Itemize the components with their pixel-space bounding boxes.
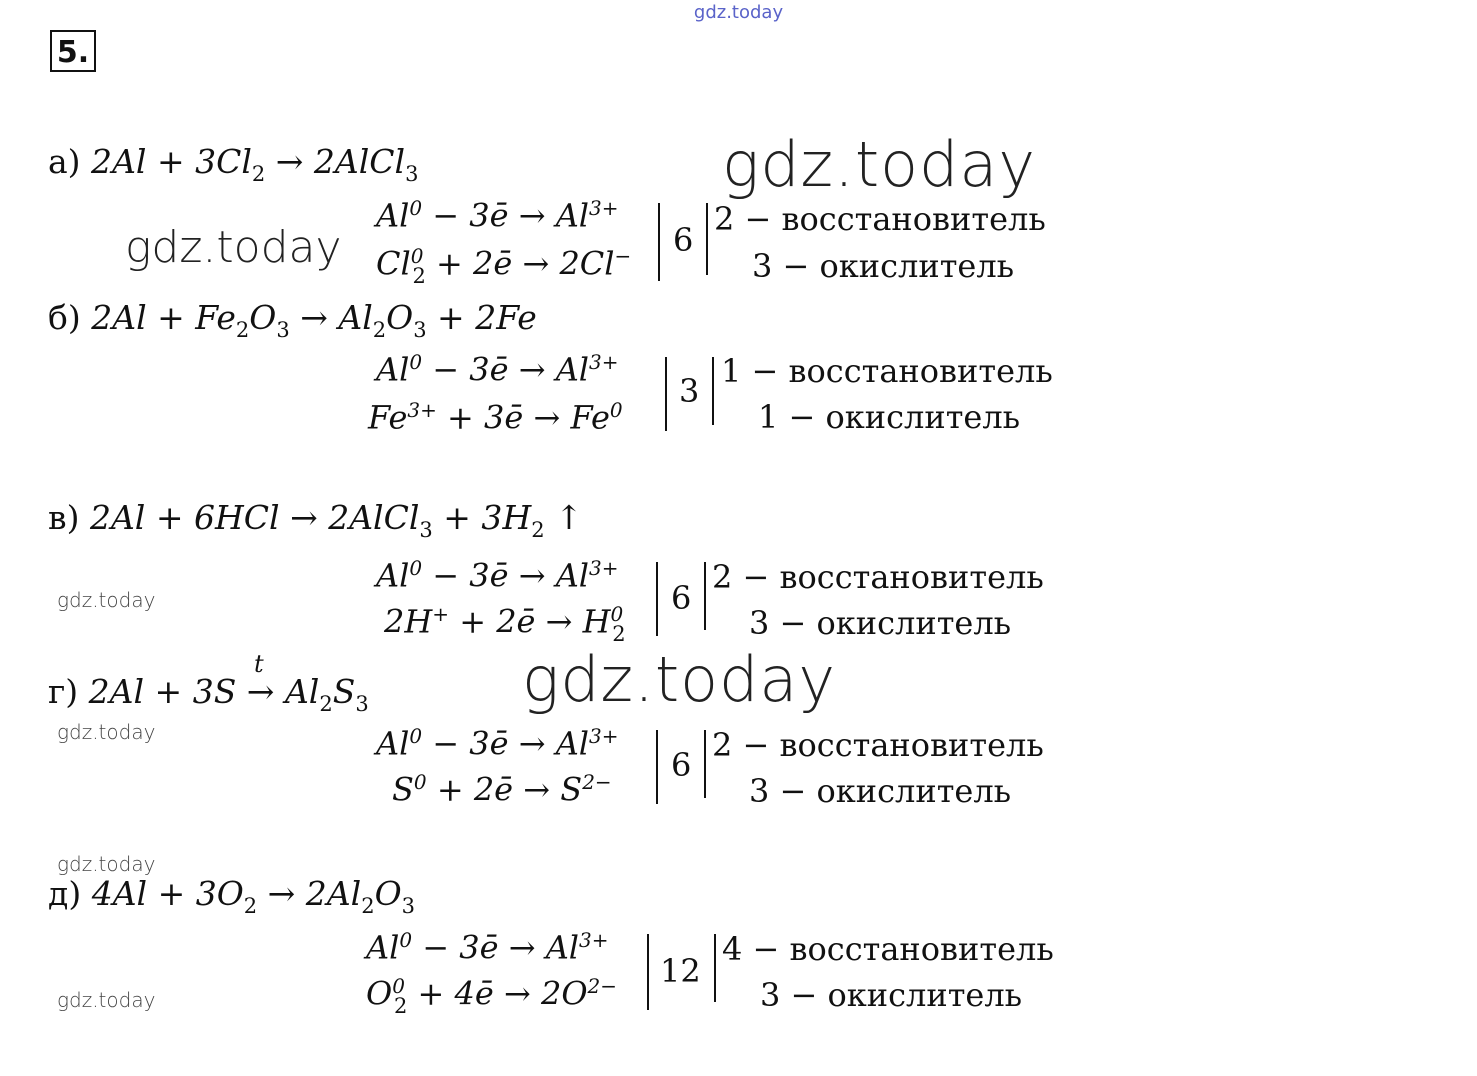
- reaction-e-half2: $O^0_2$ + 4ē → $2O^{2-}$: [366, 974, 618, 1018]
- reaction-c-role2: 3 − окислитель: [749, 604, 1012, 642]
- reaction-c-label: в): [48, 498, 80, 537]
- watermark-small-2: gdz.today: [57, 720, 156, 744]
- reaction-e-label: д): [48, 874, 82, 913]
- reaction-c-lcm: 6: [671, 579, 692, 617]
- reaction-d-half1: $Al^0$ − 3ē → $Al^{3+}$: [376, 724, 619, 763]
- watermark-small-3: gdz.today: [57, 852, 156, 876]
- reaction-d-lcm: 6: [671, 746, 692, 784]
- divider-left: [647, 934, 649, 1010]
- reaction-b-equation: б) $2Al + Fe_2O_3 \to Al_2O_3 + 2Fe$: [48, 298, 537, 342]
- divider-right: [704, 730, 706, 798]
- watermark-large-1: gdz.today: [722, 128, 1037, 201]
- reaction-b-half2: $Fe^{3+}$ + 3ē → $Fe^0$: [368, 398, 623, 437]
- watermark-top: gdz.today: [693, 2, 784, 23]
- divider-left: [658, 203, 660, 281]
- reaction-c-half2: 2H+ + 2ē → $H^0_2$: [384, 602, 626, 646]
- reaction-d-role2: 3 − окислитель: [749, 772, 1012, 810]
- divider-right: [712, 357, 714, 425]
- reaction-d-equation: г) $2Al + 3S \to Al_2S_3$: [48, 672, 369, 716]
- reaction-e-role2: 3 − окислитель: [760, 976, 1023, 1014]
- watermark-large-2: gdz.today: [522, 643, 837, 716]
- reaction-e-half1: $Al^0$ − 3ē → $Al^{3+}$: [366, 928, 609, 967]
- reaction-e-equation: д) $4Al + 3O_2 \to 2Al_2O_3$: [48, 874, 416, 918]
- reaction-d-role1: 2 − восстановитель: [712, 726, 1044, 764]
- reaction-a-role1: 2 − восстановитель: [714, 200, 1046, 238]
- reaction-c-equation: в) 2Al + 6HCl → 2AlCl$_3$ + $3H_2$ ↑: [48, 498, 583, 542]
- reaction-a-role2: 3 − окислитель: [752, 247, 1015, 285]
- reaction-a-lcm: 6: [673, 221, 694, 259]
- watermark-medium: gdz.today: [125, 222, 342, 273]
- reaction-a-half2: $Cl^0_2$ + 2ē → 2Cl−: [376, 244, 632, 288]
- watermark-small-1: gdz.today: [57, 588, 156, 612]
- reaction-d-half2: $S^0$ + 2ē → $S^{2-}$: [392, 770, 612, 809]
- reaction-d-over-arrow: t: [254, 650, 264, 678]
- reaction-b-role2: 1 − окислитель: [758, 398, 1021, 436]
- divider-right: [704, 562, 706, 630]
- divider-left: [656, 730, 658, 804]
- reaction-c-half1: $Al^0$ − 3ē → $Al^{3+}$: [376, 556, 619, 595]
- divider-left: [656, 562, 658, 636]
- reaction-e-lcm: 12: [660, 952, 701, 990]
- divider-right: [706, 203, 708, 275]
- reaction-d-label: г): [48, 672, 79, 711]
- reaction-a-label: а): [48, 142, 81, 181]
- reaction-c-role1: 2 − восстановитель: [712, 558, 1044, 596]
- reaction-b-label: б): [48, 298, 81, 337]
- reaction-e-role1: 4 − восстановитель: [722, 930, 1054, 968]
- reaction-b-lcm: 3: [679, 372, 700, 410]
- reaction-a-half1: $Al^0$ − 3ē → $Al^{3+}$: [376, 196, 619, 235]
- watermark-small-4: gdz.today: [57, 988, 156, 1012]
- reaction-b-role1: 1 − восстановитель: [721, 352, 1053, 390]
- task-number: 5.: [50, 30, 96, 72]
- reaction-b-half1: $Al^0$ − 3ē → $Al^{3+}$: [376, 350, 619, 389]
- divider-left: [665, 357, 667, 431]
- reaction-a-equation: а) $2Al + 3Cl_2$ → 2AlCl$_3$: [48, 142, 419, 186]
- divider-right: [714, 934, 716, 1002]
